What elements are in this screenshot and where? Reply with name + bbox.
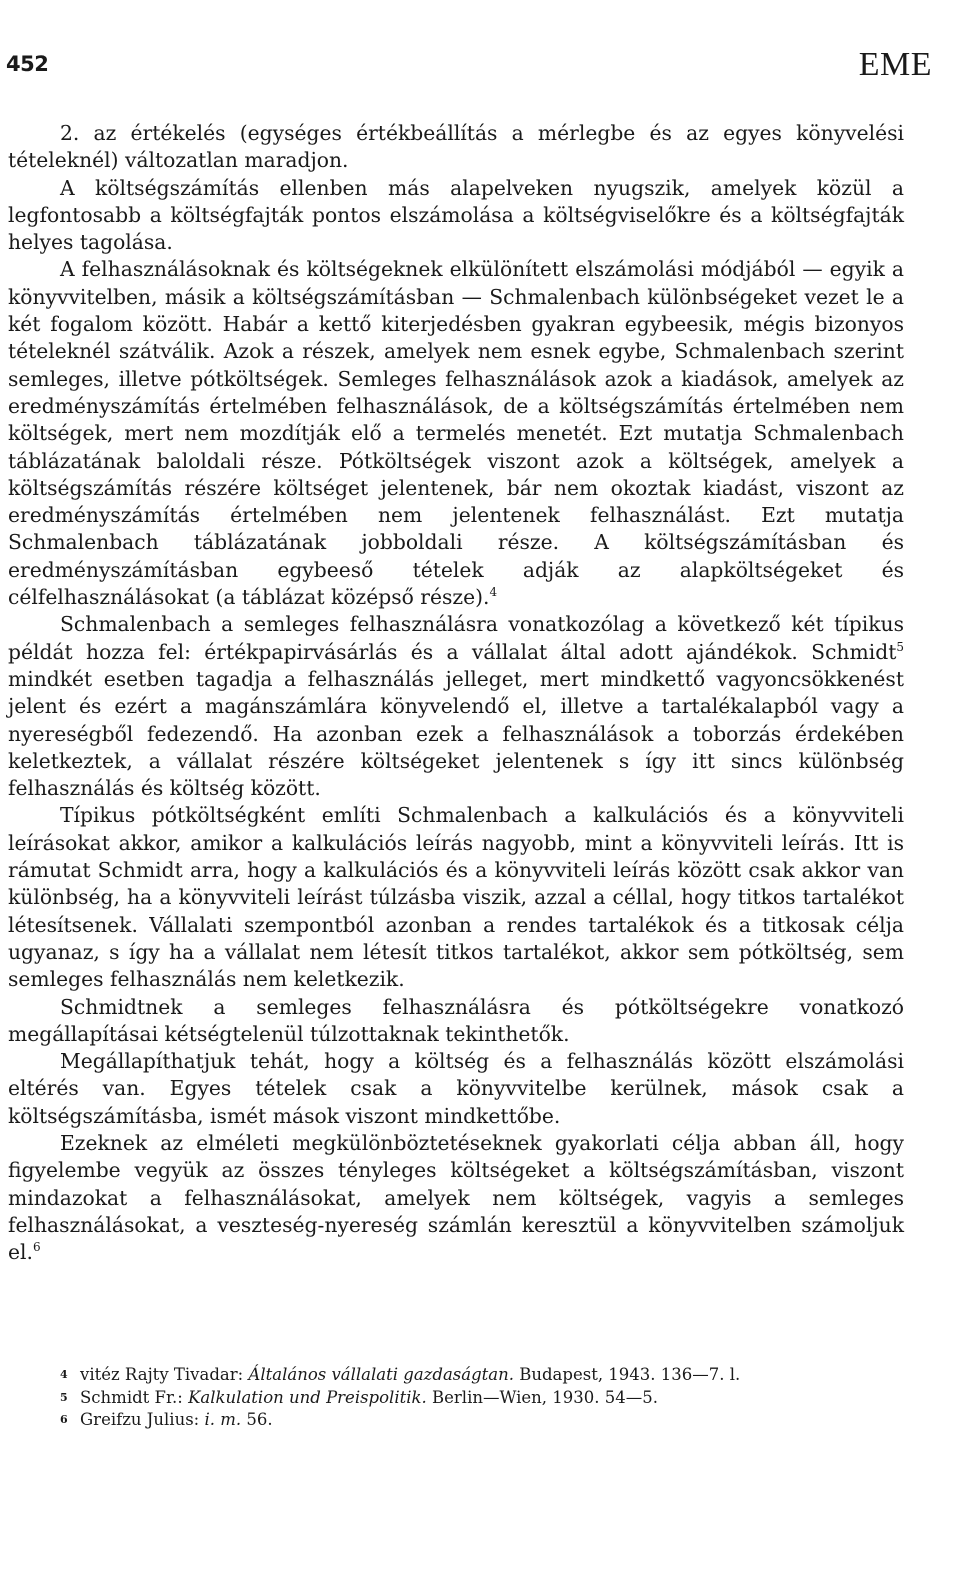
footnote-text: Greifzu Julius:	[80, 1410, 205, 1429]
page-number: 452	[6, 52, 49, 76]
paragraph	[8, 994, 904, 1049]
footnotes	[60, 1364, 910, 1432]
footnote-ref: 6	[32, 1240, 41, 1255]
footnote-text: vitéz Rajty Tivadar:	[80, 1365, 249, 1384]
paragraph	[8, 256, 904, 611]
footnote	[60, 1387, 910, 1410]
paragraph-text: Schmidtnek a semleges felhasználásra és pótköltségekre vonatkozó megállapításai kétségtelenül túlzottaknak tekinthetők.	[8, 994, 904, 1046]
footnote-ref: 4	[489, 585, 498, 600]
footnote-title: i. m.	[204, 1410, 242, 1429]
footnote	[60, 1409, 910, 1432]
paragraph	[8, 1130, 904, 1266]
paragraph-text: 2. az értékelés (egységes értékbeállítás a mérlegbe és az egyes könyvelési tételeknél) változatlan maradjon.	[8, 121, 904, 173]
footnote-mark: 5	[60, 1390, 68, 1404]
paragraph-text: A költségszámítás ellenben más alapelveken nyugszik, amelyek közül a legfontosabb a költségfajták pontos elszámolása a költségviselőkre és a költségfajták helyes tagolása.	[8, 175, 904, 255]
footnote-mark: 6	[60, 1413, 68, 1426]
journal-title: EME	[858, 46, 932, 83]
paragraph-text: A felhasználásoknak és költségeknek elkülönített elszámolási módjából — egyik a könyvvitelben, másik a költségszámításban — Schmalenbach különbségeket vezet le a két fogalom között. Habár a kettő kiterjedésben gyakran egybeesik, mégis bizonyos tételeknél szátválik. Azok a részek, amelyek nem esnek egybe, Schmalenbach szerint semleges, illetve pótköltségek. Semleges felhasználások azok a kiadások, amelyek az eredményszámítás értelmében felhasználások, de a költségszámítás értelmében nem költségek, mert nem mozdítják elő a termelés menetét. Ezt mutatja Schmalenbach táblázatának baloldali része. Pótköltségek viszont azok a költségek, amelyek a költségszámítás részére költséget jelentenek, bár nem okoztak kiadást, viszont az eredményszámítás értelmében nem jelentenek felhasználást. Ezt mutatja Schmalenbach táblázatának jobboldali része. A költségszámításban és eredményszámításban egybeeső tételek adják az alapköltségeket és célfelhasználásokat (a táblázat középső része).	[8, 257, 904, 610]
footnote-text: Schmidt Fr.:	[80, 1387, 189, 1407]
paragraph	[8, 1048, 904, 1130]
footnote-ref: 5	[896, 639, 904, 654]
footnote-mark: 4	[60, 1368, 68, 1381]
footnote-title: Általános vállalati gazdaságtan.	[248, 1365, 514, 1384]
paragraph-text: Típikus pótköltségként említi Schmalenbach a kalkulációs és a könyvviteli leírásokat akkor, amikor a kalkulációs leírás nagyobb, mint a könyvviteli leírás. Itt is rámutat Schmidt arra, hogy a kalkulációs és a könyvviteli leírás között csak akkor van különbség, ha a könyvviteli leírást túlzásba viszik, azzal a céllal, hogy titkos tartalékot létesítsenek. Vállalati szempontból azonban a rendes tartalékok és a titkosak célja ugyanaz, s így ha a vállalat nem létesít titkos tartalékot, akkor sem pótköltség, sem semleges felhasználás nem keletkezik.	[8, 803, 904, 992]
footnote	[60, 1364, 910, 1387]
body-text	[8, 120, 904, 1266]
paragraph	[8, 120, 904, 175]
paragraph	[8, 802, 904, 993]
paragraph-text: Ezeknek az elméleti megkülönböztetéseknek gyakorlati célja abban áll, hogy figyelembe vegyük az összes tényleges költségeket a költségszámításban, viszont mindazokat a felhasználásokat, amelyek nem költségek, vagyis a semleges felhasználásokat, a veszteség-nyereség számlán keresztül a könyvvitelben számoljuk el.	[8, 1130, 904, 1265]
footnote-text: Berlin—Wien, 1930. 54—5.	[426, 1387, 659, 1407]
footnote-text: Budapest, 1943. 136—7. l.	[514, 1365, 741, 1384]
paragraph	[8, 611, 904, 802]
paragraph-text: mindkét esetben tagadja a felhasználás jelleget, mert mindkettő vagyoncsökkenést jelent és ezért a magánszámlára könyvelendő el, illetve a tartalékalapból vagy a nyereségből fedezendő. Ha azonban ezek a felhasználások a toborzás érdekében keletkeztek, a vállalat részére költségeket jelentenek s így itt sincs különbség felhasználás és költség között.	[8, 666, 904, 801]
paragraph-text: Megállapíthatjuk tehát, hogy a költség és a felhasználás között elszámolási eltérés van. Egyes tételek csak a könyvvitelbe kerülnek, mások csak a költségszámításba, ismét mások viszont mindkettőbe.	[8, 1049, 904, 1128]
footnote-title: Kalkulation und Preispolitik.	[188, 1387, 427, 1407]
page-header	[6, 46, 932, 86]
paragraph	[8, 175, 904, 257]
paragraph-text: Schmalenbach a semleges felhasználásra vonatkozólag a következő két típikus példát hozza fel: értékpapirvásárlás és a vállalat által adott ajándékok. Schmidt	[8, 612, 904, 664]
footnote-text: 56.	[241, 1410, 273, 1429]
